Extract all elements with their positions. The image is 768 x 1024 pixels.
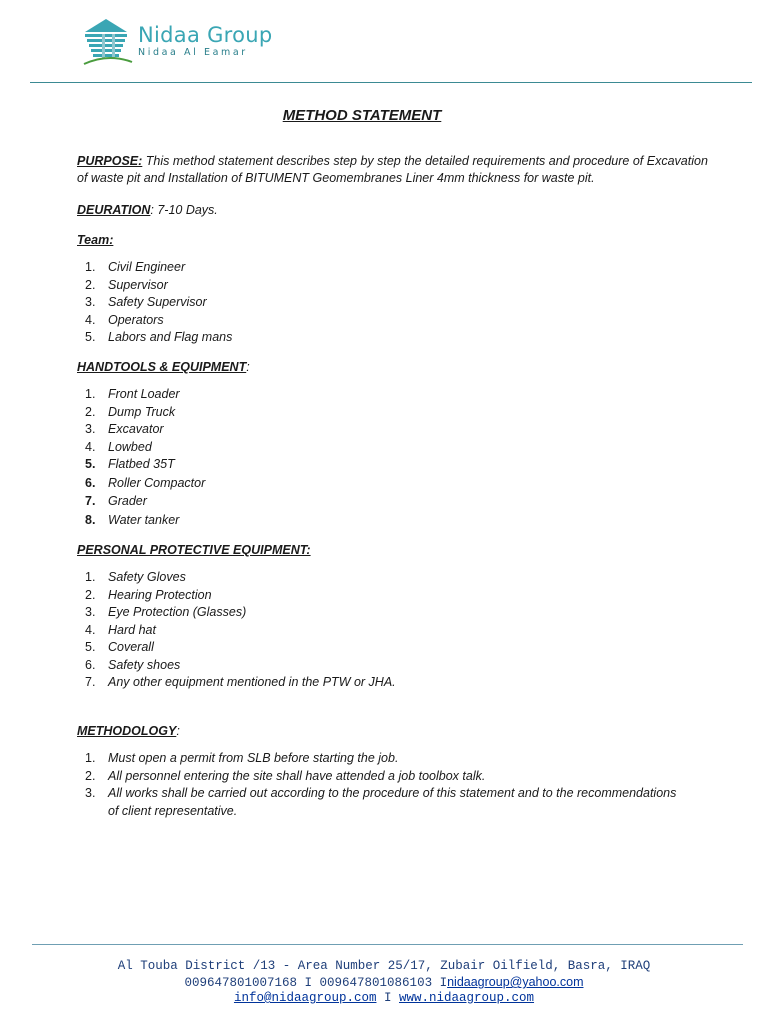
list-item: 1. Must open a permit from SLB before starting the job. — [85, 751, 399, 765]
purpose-text: This method statement describes step by step the detailed requirements and procedure of Excavation — [142, 154, 708, 168]
footer-contacts — [0, 974, 768, 991]
duration-label: DEURATION — [77, 203, 151, 217]
footer-address: Al Touba District /13 - Area Number 25/17, Zubair Oilfield, Basra, IRAQ — [117, 959, 651, 973]
list-item-continuation: of client representative. — [108, 803, 238, 818]
email-link-yahoo[interactable]: nidaagroup@yahoo.com — [447, 975, 584, 989]
tools-label: HANDTOOLS & EQUIPMENT — [77, 360, 247, 374]
list-item: 4. Lowbed — [85, 439, 152, 454]
phone-2: 009647801086103 — [319, 976, 433, 990]
duration-section — [77, 202, 717, 219]
ppe-label: PERSONAL PROTECTIVE EQUIPMENT: — [77, 543, 311, 557]
list-item: 4. Operators — [85, 312, 164, 327]
list-item: 1. Safety Gloves — [85, 570, 186, 584]
list-item: 3. Excavator — [85, 422, 164, 436]
website-link[interactable]: www.nidaagroup.com — [399, 991, 535, 1005]
footer-divider — [32, 944, 743, 945]
tools-list — [77, 386, 717, 530]
list-item: 4. Hard hat — [85, 622, 156, 637]
list-item: 3. Eye Protection (Glasses) — [85, 605, 247, 619]
purpose-label: PURPOSE: — [77, 154, 143, 168]
list-item: 2. Hearing Protection — [85, 587, 212, 602]
separator: I — [432, 976, 448, 990]
list-item: 5. Labors and Flag mans — [85, 330, 233, 344]
list-item: 2. All personnel entering the site shall have attended a job toolbox talk. — [85, 768, 486, 783]
list-item: 1. Civil Engineer — [85, 260, 186, 274]
team-label: Team: — [77, 233, 114, 247]
header-divider — [30, 82, 752, 83]
list-item: 6. Safety shoes — [85, 657, 181, 672]
purpose-section — [77, 153, 717, 187]
footer-web — [0, 990, 768, 1006]
ppe-list — [77, 569, 717, 692]
list-item: 3. All works shall be carried out according to the procedure of this statement and to the recommendations — [85, 786, 677, 800]
list-item: 2. Dump Truck — [85, 404, 176, 419]
building-logo-icon — [82, 17, 134, 67]
team-list — [77, 259, 717, 347]
list-item: 5. Coverall — [85, 640, 154, 654]
separator: I — [297, 976, 320, 990]
list-item: 2. Supervisor — [85, 277, 168, 292]
list-item: 1. Front Loader — [85, 387, 180, 401]
ppe-heading — [77, 542, 717, 559]
page-title: METHOD STATEMENT — [282, 107, 442, 124]
company-logo — [82, 17, 272, 67]
list-item: 7. Any other equipment mentioned in the PTW or JHA. — [85, 675, 396, 689]
list-item: 8. Water tanker — [85, 512, 180, 527]
duration-text: : 7-10 Days. — [150, 203, 218, 217]
list-item: 6. Roller Compactor — [85, 475, 206, 490]
purpose-text-cont: of waste pit and Installation of BITUMENT Geomembranes Liner 4mm thickness for waste pit. — [77, 171, 595, 185]
brand-name: Nidaa Group — [138, 23, 273, 47]
methodology-heading — [77, 723, 717, 740]
tools-heading — [77, 359, 717, 376]
email-link-info[interactable]: info@nidaagroup.com — [233, 991, 377, 1005]
phone-1: 009647801007168 — [184, 976, 298, 990]
list-item: 3. Safety Supervisor — [85, 295, 207, 309]
list-item: 5. Flatbed 35T — [85, 457, 175, 471]
separator: I — [376, 991, 399, 1005]
brand-subtitle: Nidaa Al Eamar — [138, 47, 248, 58]
team-heading — [77, 232, 717, 249]
methodology-label: METHODOLOGY — [77, 724, 177, 738]
methodology-label-suffix: : — [176, 724, 180, 738]
methodology-list — [77, 750, 717, 820]
list-item: 7. Grader — [85, 494, 147, 508]
tools-label-suffix: : — [246, 360, 250, 374]
